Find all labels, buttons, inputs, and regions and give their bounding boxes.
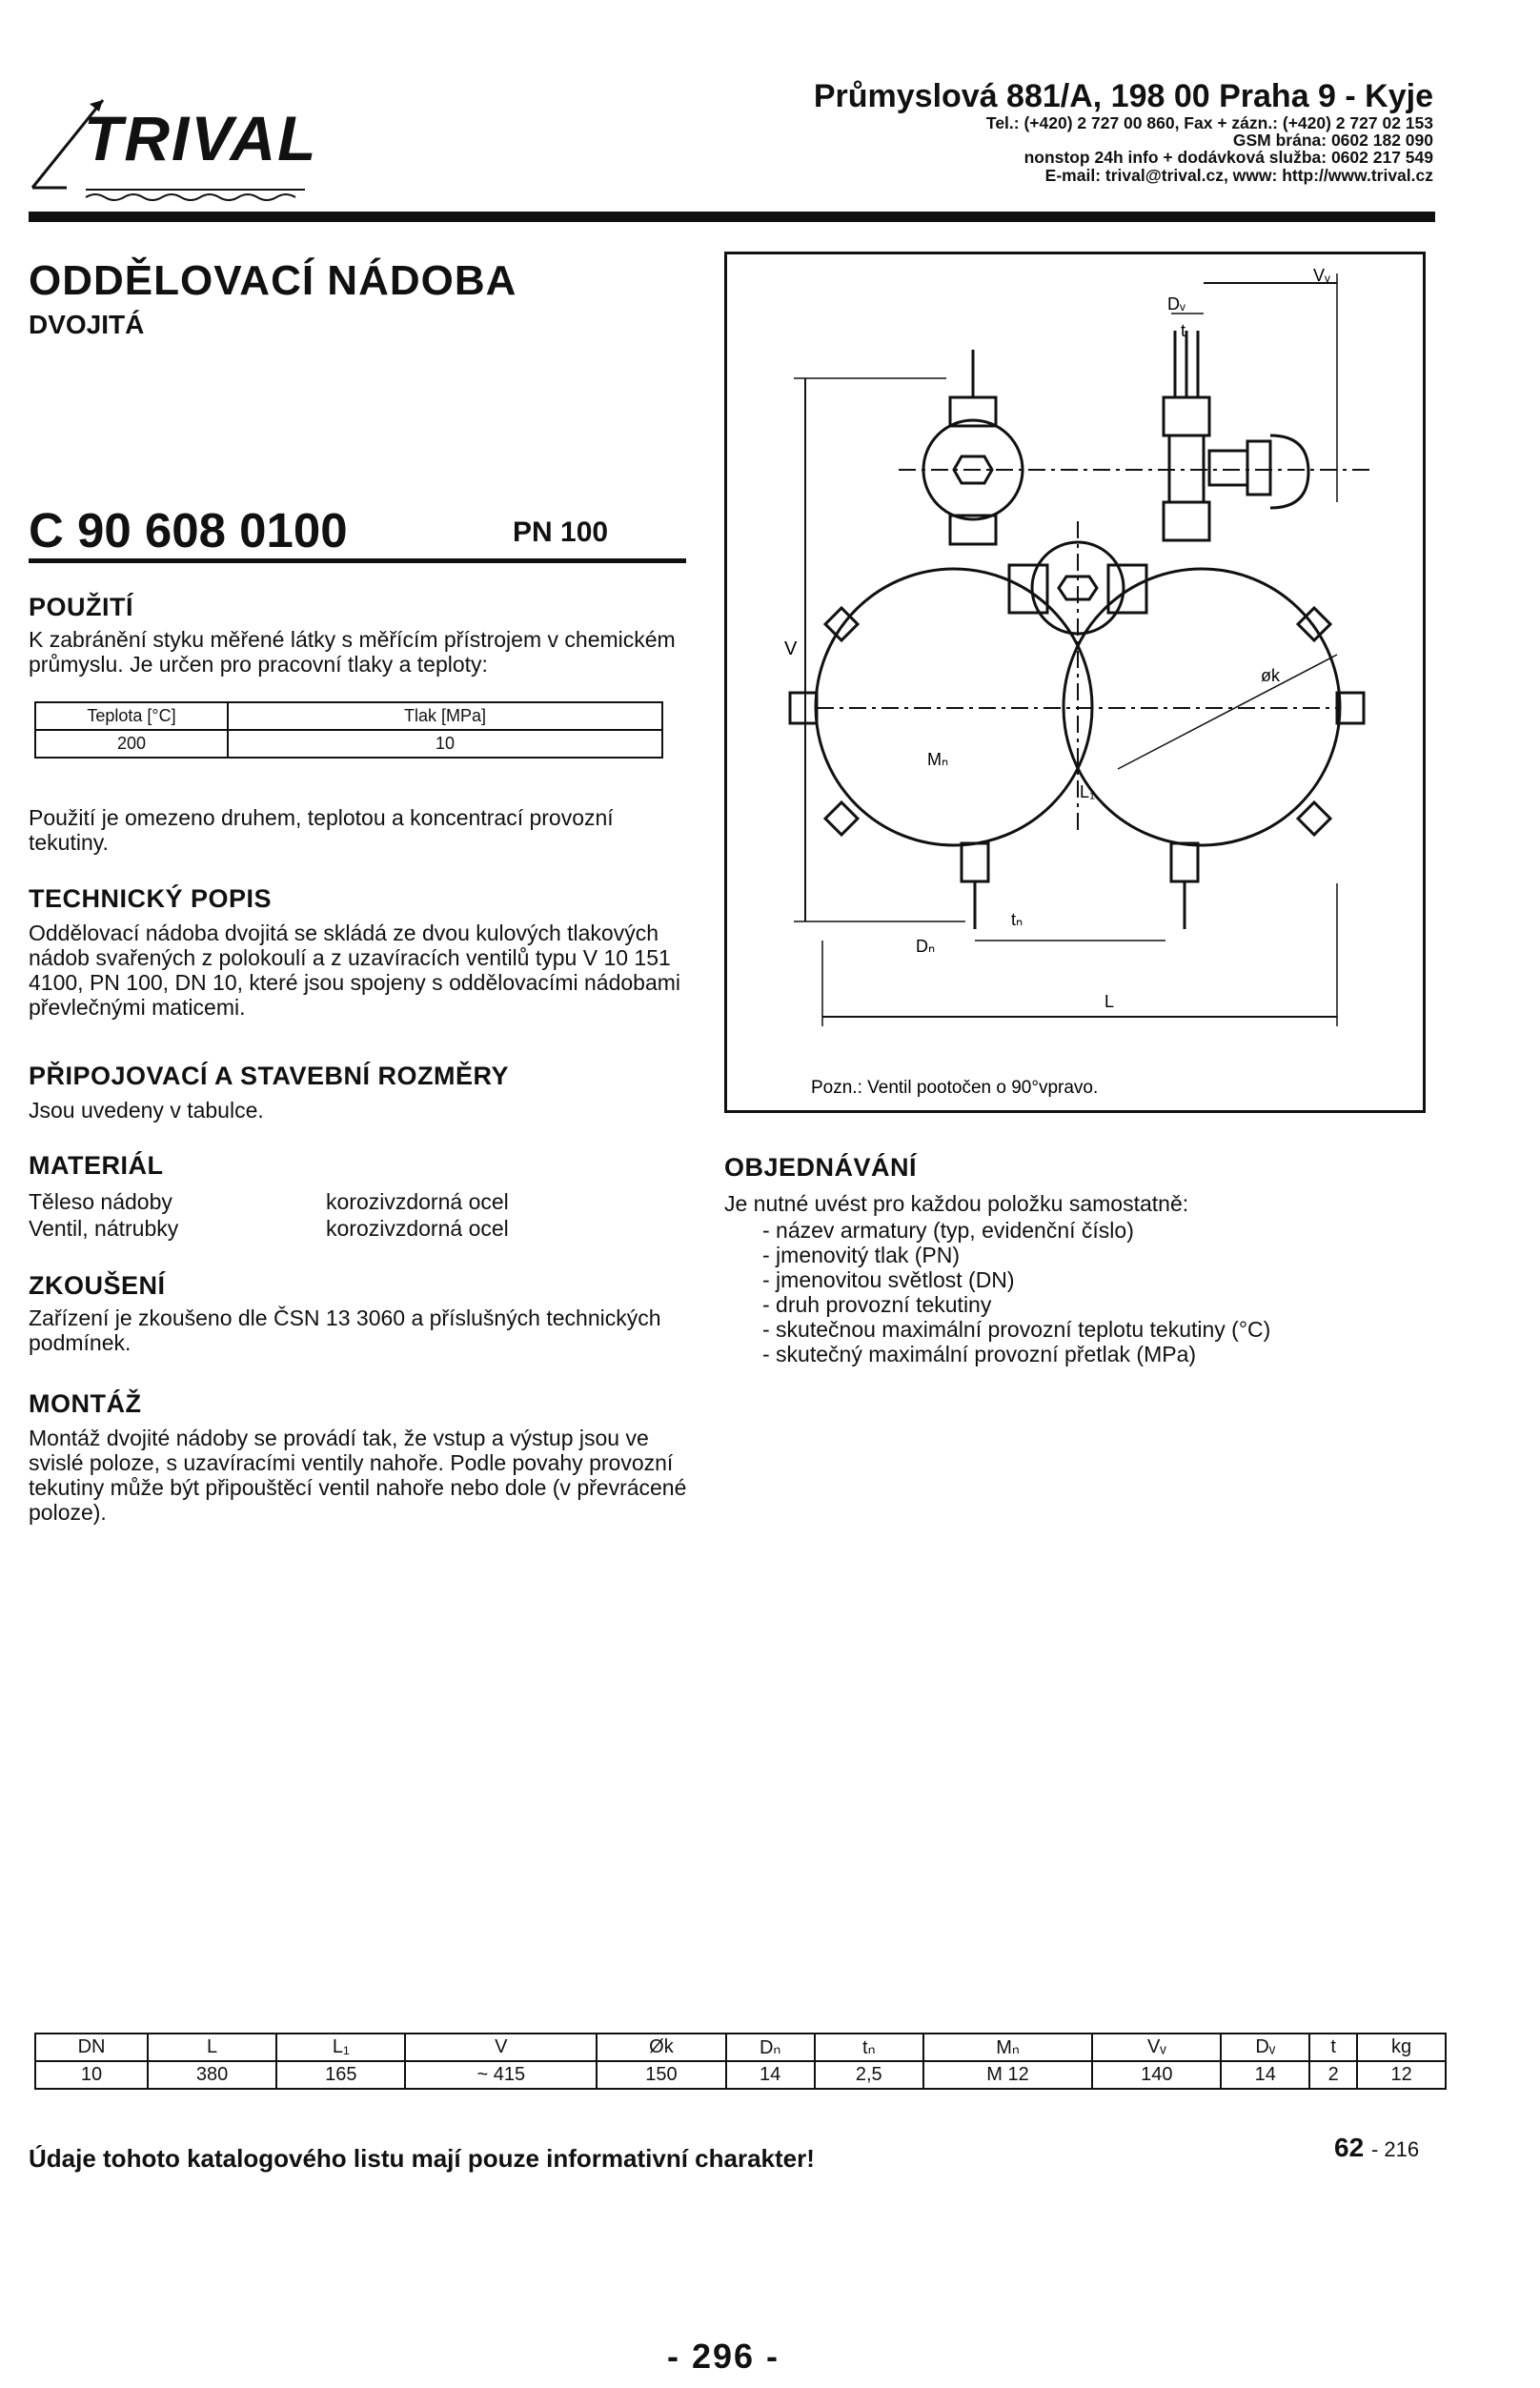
dimensions-header-row [35, 2034, 1446, 2061]
conditions-value-temp: 200 [35, 730, 228, 758]
dimensions-value-row [35, 2061, 1446, 2089]
dim-value: 2,5 [815, 2061, 923, 2089]
usage-heading: POUŽITÍ [29, 593, 133, 621]
gsm-line: GSM brána: 0602 182 090 [1232, 131, 1433, 151]
ordering-list [762, 1218, 1270, 1366]
assembly-heading: MONTÁŽ [29, 1389, 142, 1418]
dim-header: Dₙ [726, 2034, 815, 2061]
label-l: L [1104, 992, 1115, 1011]
address-line: Průmyslová 881/A, 198 00 Praha 9 - Kyje [813, 78, 1433, 114]
connection-heading: PŘIPOJOVACÍ A STAVEBNÍ ROZMĚRY [29, 1062, 510, 1090]
dim-header: L₁ [276, 2034, 405, 2061]
testing-heading: ZKOUŠENÍ [29, 1271, 166, 1300]
assembly-text: Montáž dvojité nádoby se provádí tak, že vstup a výstup jsou ve svislé poloze, s uzavíracími ventily nahoře. Podle povahy provozní tekutiny může být připouštěcí ventil nahoře nebo dole (v převrácené poloze). [29, 1426, 687, 1525]
label-l1: L₁ [1080, 782, 1096, 801]
label-t: t [1181, 321, 1186, 340]
page-ref-main: 62 [1334, 2133, 1365, 2162]
dim-header: L [148, 2034, 276, 2061]
page-title: ODDĚLOVACÍ NÁDOBA [29, 257, 517, 304]
conditions-value-pressure: 10 [228, 730, 662, 758]
label-dv: Dᵥ [1167, 294, 1185, 314]
material-part-2: Ventil, nátrubky [29, 1216, 179, 1241]
disclaimer: Údaje tohoto katalogového listu mají pouze informativní charakter! [29, 2144, 815, 2173]
ordering-item: - druh provozní tekutiny [762, 1292, 992, 1317]
figure-note: Pozn.: Ventil pootočen o 90°vpravo. [811, 1078, 1099, 1098]
ordering-item: - skutečnou maximální provozní teplotu tekutiny (°C) [762, 1317, 1271, 1342]
tech-text: Oddělovací nádoba dvojitá se skládá ze dvou kulových tlakových nádob svařených z polokoulí a z uzavíracích ventilů typu V 10 151 4100, PN 100, DN 10, které jsou spojeny s oddělovacími nádobami převlečnými maticemi. [29, 921, 681, 1020]
dim-value: 12 [1357, 2061, 1446, 2089]
dim-header: Vᵥ [1092, 2034, 1221, 2061]
ordering-item: - jmenovitou světlost (DN) [762, 1267, 1015, 1292]
material-part-1: Těleso nádoby [29, 1189, 172, 1214]
ordering-item: - skutečný maximální provozní přetlak (MPa) [762, 1342, 1197, 1366]
connection-text: Jsou uvedeny v tabulce. [29, 1098, 264, 1123]
dim-value: 2 [1309, 2061, 1357, 2089]
dimensions-table [34, 2033, 1447, 2090]
dim-value: ~ 415 [405, 2061, 597, 2089]
ordering-intro: Je nutné uvést pro každou položku samostatně: [724, 1191, 1189, 1216]
label-tn: tₙ [1011, 910, 1023, 929]
dim-value: M 12 [923, 2061, 1093, 2089]
material-mat-2: korozivzdorná ocel [326, 1216, 509, 1241]
nonstop-line: nonstop 24h info + dodávková služba: 0602 217 549 [1023, 148, 1433, 168]
testing-text: Zařízení je zkoušeno dle ČSN 13 3060 a příslušných technických podmínek. [29, 1305, 661, 1355]
conditions-header-temp: Teplota [°C] [35, 702, 228, 730]
dim-value: 14 [726, 2061, 815, 2089]
tech-heading: TECHNICKÝ POPIS [29, 884, 273, 913]
ordering-heading: OBJEDNÁVÁNÍ [724, 1153, 918, 1182]
dim-value: 380 [148, 2061, 276, 2089]
dim-header: Dᵥ [1221, 2034, 1309, 2061]
ordering-item: - jmenovitý tlak (PN) [762, 1243, 961, 1267]
phone-line: Tel.: (+420) 2 727 00 860, Fax + zázn.: (+420) 2 727 02 153 [985, 112, 1433, 132]
dim-header: V [405, 2034, 597, 2061]
dim-value: 150 [597, 2061, 725, 2089]
dim-header: Mₙ [923, 2034, 1093, 2061]
dim-value: 140 [1092, 2061, 1221, 2089]
usage-note: Použití je omezeno druhem, teplotou a koncentrací provozní tekutiny. [29, 805, 614, 855]
dim-header: kg [1357, 2034, 1446, 2061]
page-reference [1334, 2133, 1419, 2163]
page-ref-sub: - 216 [1370, 2137, 1420, 2161]
dim-header: t [1309, 2034, 1357, 2061]
label-mn: Mₙ [927, 750, 949, 769]
dim-value: 165 [276, 2061, 405, 2089]
dim-value: 14 [1221, 2061, 1309, 2089]
email-line: E-mail: trival@trival.cz, www: http://www.trival.cz [1044, 165, 1433, 185]
conditions-table [34, 701, 663, 759]
dim-value: 10 [35, 2061, 148, 2089]
product-code: C 90 608 0100 [29, 503, 348, 557]
label-vv: Vᵥ [1313, 266, 1330, 285]
material-heading: MATERIÁL [29, 1151, 164, 1180]
ordering-item: - název armatury (typ, evidenční číslo) [762, 1218, 1134, 1243]
dim-header: tₙ [815, 2034, 923, 2061]
header-rule [29, 212, 1435, 222]
pressure-nominal: PN 100 [513, 516, 609, 548]
conditions-header-pressure: Tlak [MPa] [228, 702, 662, 730]
label-k: øk [1261, 666, 1280, 685]
page-subtitle: DVOJITÁ [29, 310, 145, 339]
technical-drawing [724, 252, 1426, 1113]
code-rule [29, 558, 686, 563]
page-number: - 296 - [667, 2337, 780, 2376]
dim-header: Øk [597, 2034, 725, 2061]
company-address [814, 80, 1433, 184]
dim-header: DN [35, 2034, 148, 2061]
drawing-svg [727, 254, 1423, 1110]
logo-wordmark: TRIVAL [84, 103, 318, 173]
label-v: V [784, 638, 798, 659]
label-dn: Dₙ [916, 937, 936, 956]
material-mat-1: korozivzdorná ocel [326, 1189, 509, 1214]
usage-text: K zabránění styku měřené látky s měřícím přístrojem v chemickém průmyslu. Je určen pro pracovní tlaky a teploty: [29, 627, 676, 677]
